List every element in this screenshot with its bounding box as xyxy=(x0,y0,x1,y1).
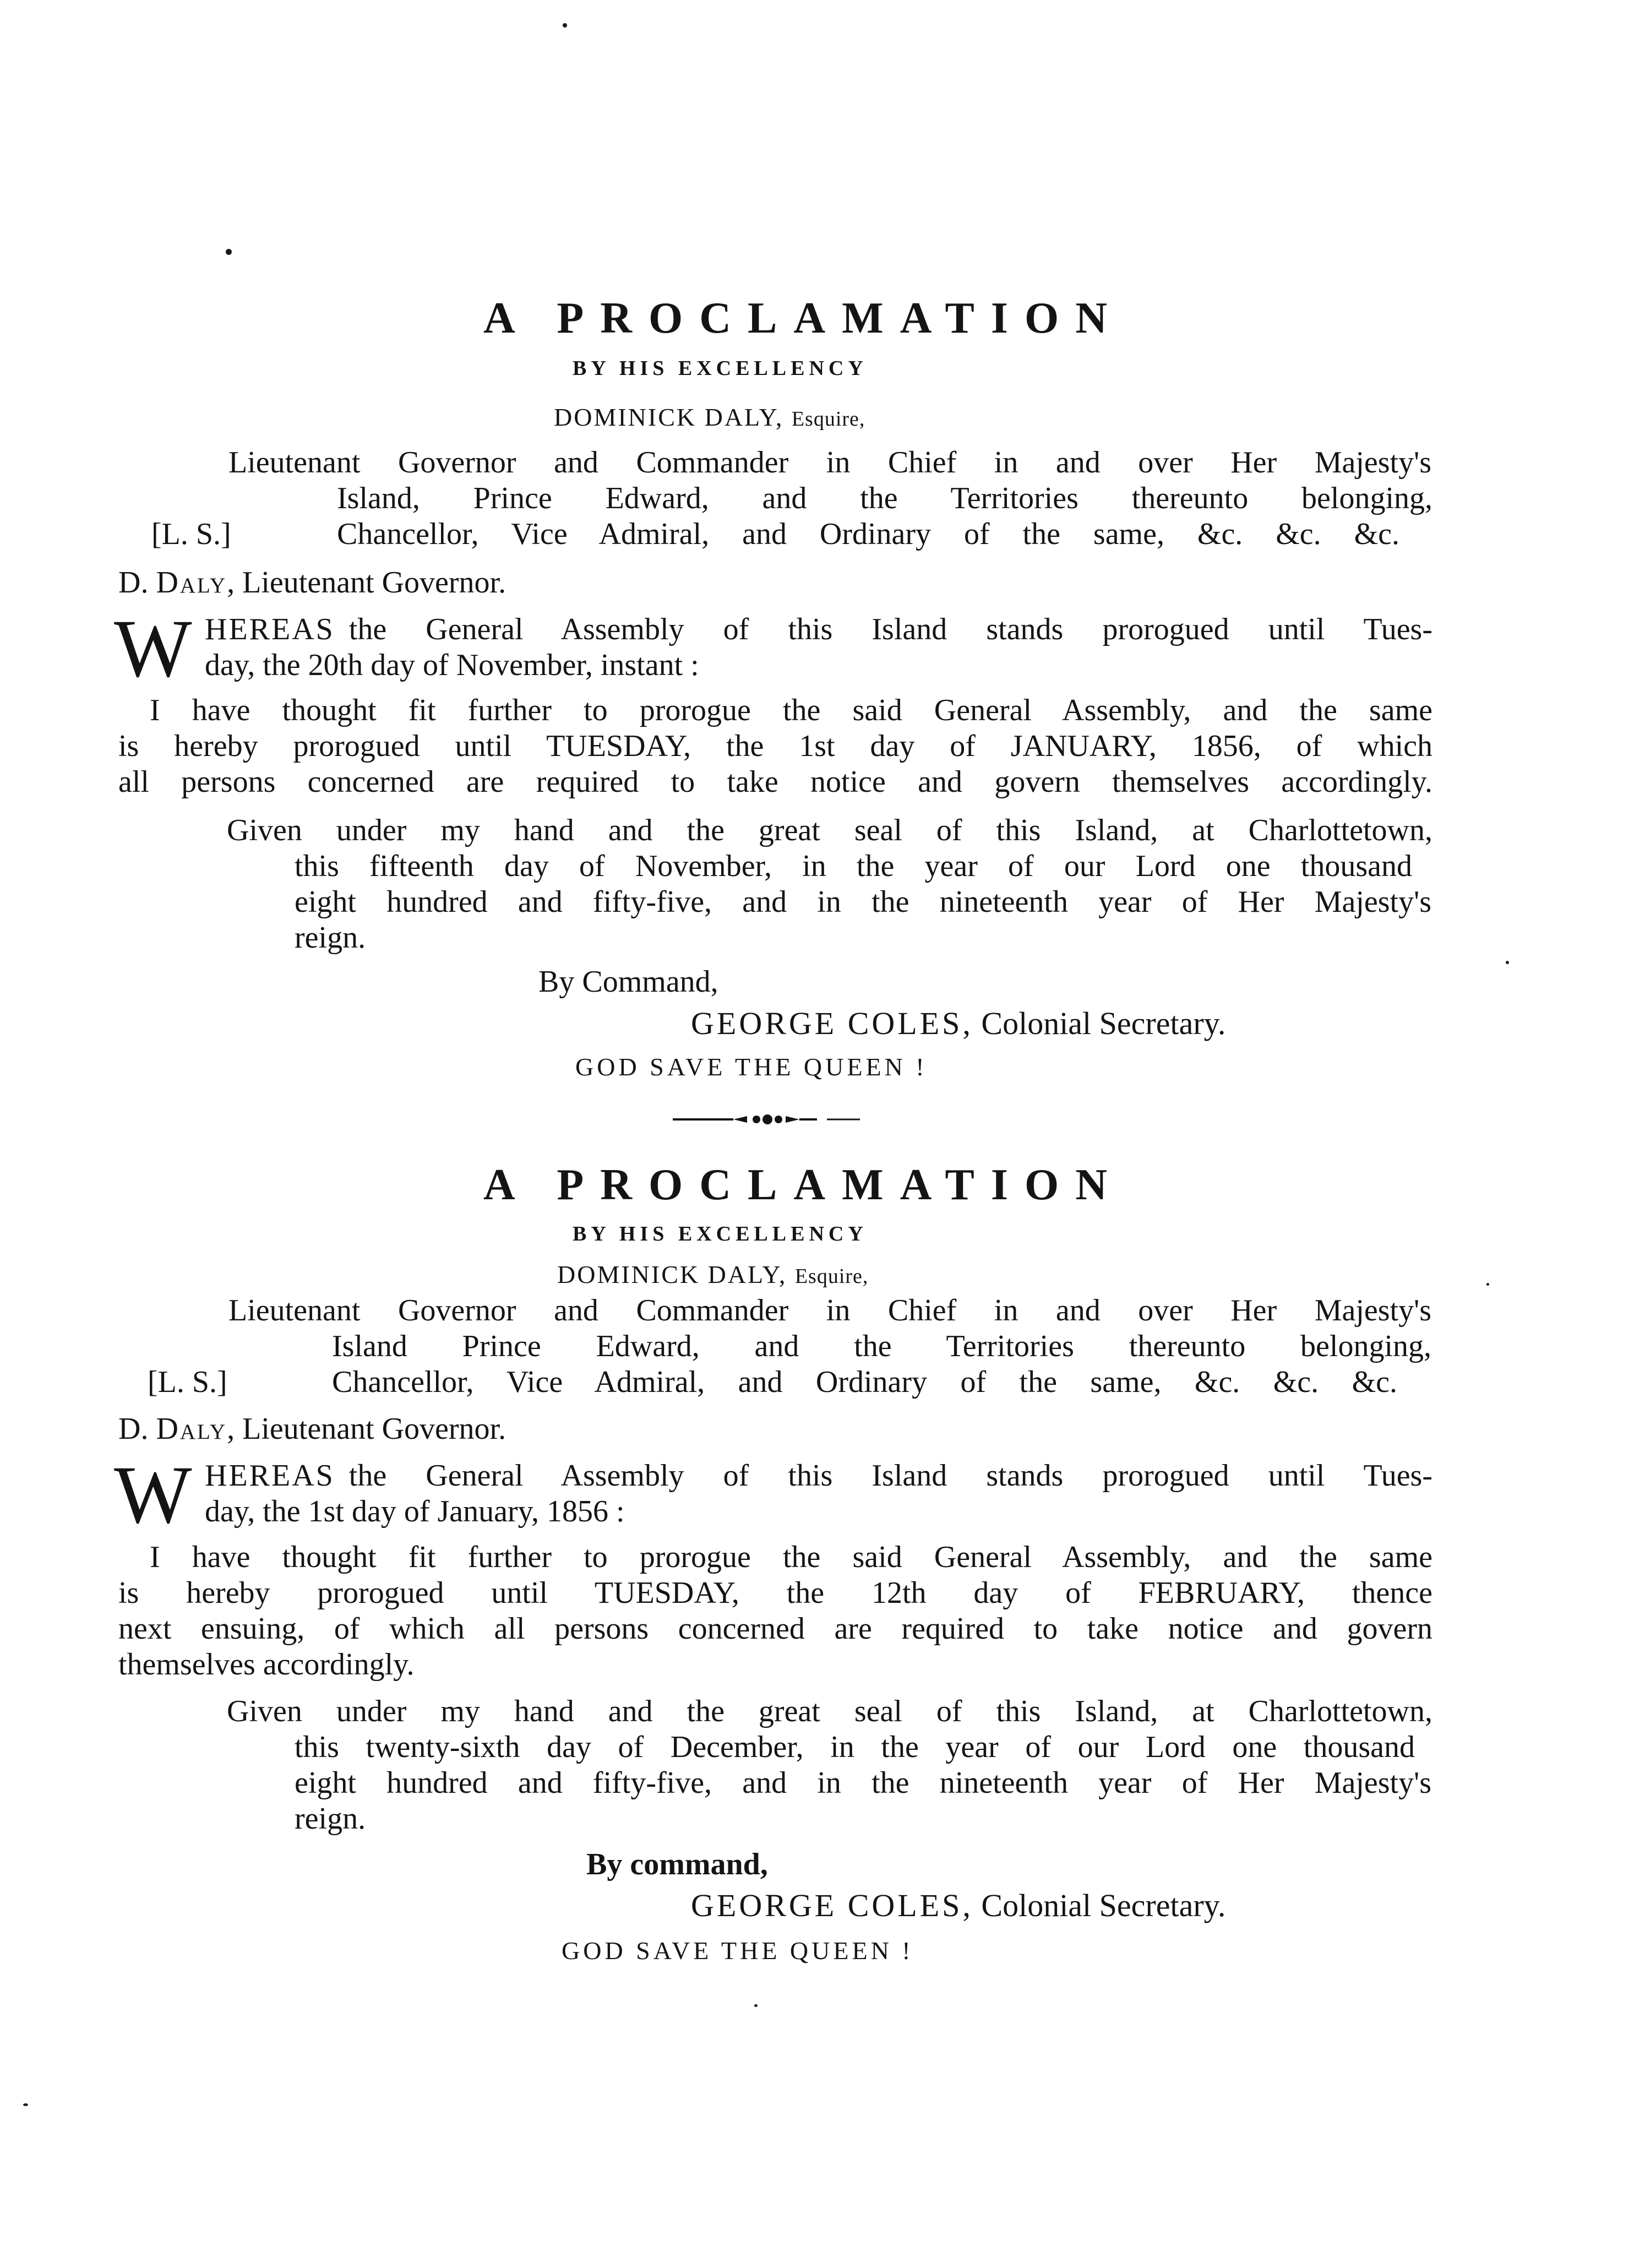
byline: BY HIS EXCELLENCY xyxy=(573,1222,868,1246)
titles-line-3 xyxy=(337,519,1399,550)
secretary-signature xyxy=(691,1890,1225,1922)
whereas-lead: HEREAS xyxy=(205,612,335,646)
given-line-1 xyxy=(227,815,1432,846)
whereas-line-2: day, the 20th day of November, instant : xyxy=(205,648,699,682)
print-speck xyxy=(754,2004,758,2007)
whereas-lead: HEREAS xyxy=(205,1459,335,1493)
titles-line-text: Chancellor, Vice Admiral, and Ordinary of the same, &c. &c. &c. xyxy=(337,517,1399,551)
given-line-2 xyxy=(295,1732,1415,1763)
titles-line-1 xyxy=(228,447,1431,478)
by-command: By command, xyxy=(586,1847,768,1881)
governor-name-text: DOMINICK DALY, xyxy=(557,1260,787,1288)
body-line-2 xyxy=(118,731,1432,762)
body-text: all persons concerned are required to take notice and govern themselves accordingly. xyxy=(118,765,1432,799)
given-line-4: reign. xyxy=(295,1802,366,1836)
print-speck xyxy=(563,23,567,28)
titles-line-text: Island Prince Edward, and the Territories thereunto belonging, xyxy=(332,1329,1431,1363)
body-text: is hereby prorogued until TUESDAY, the 1st day of JANUARY, 1856, of which xyxy=(118,729,1432,763)
signature-initial: D. xyxy=(118,565,149,600)
given-line-2 xyxy=(295,851,1412,882)
governor-name-suffix: Esquire, xyxy=(791,407,865,431)
signature-name: Daly xyxy=(156,1412,227,1446)
governor-signature xyxy=(118,1413,506,1444)
given-text: Given under my hand and the great seal of this Island, at Charlottetown, xyxy=(227,1694,1432,1728)
whereas-text: the General Assembly of this Island stands prorogued until Tues- xyxy=(348,612,1432,646)
given-line-4: reign. xyxy=(295,921,366,955)
body-text: next ensuing, of which all persons concerned are required to take notice and govern xyxy=(118,1612,1432,1646)
body-line-4: themselves accordingly. xyxy=(118,1647,415,1682)
closing-line: GOD SAVE THE QUEEN ! xyxy=(575,1053,928,1081)
titles-line-text: Chancellor, Vice Admiral, and Ordinary of the same, &c. &c. &c. xyxy=(332,1365,1397,1399)
titles-line-text: Lieutenant Governor and Commander in Chief in and over Her Majesty's xyxy=(228,445,1431,480)
titles-line-2 xyxy=(332,1331,1431,1362)
signature-initial: D. xyxy=(118,1412,149,1446)
drop-cap: W xyxy=(114,603,192,694)
secretary-title: Colonial Secretary. xyxy=(981,1005,1226,1041)
given-text: this fifteenth day of November, in the year of our Lord one thousand xyxy=(295,849,1412,883)
body-line-2 xyxy=(118,1578,1432,1608)
seal-mark: [L. S.] xyxy=(148,1365,227,1399)
given-line-3 xyxy=(295,1767,1431,1798)
body-line-1 xyxy=(150,1542,1432,1573)
titles-line-text: Island, Prince Edward, and the Territories thereunto belonging, xyxy=(337,481,1432,515)
seal-mark: [L. S.] xyxy=(151,517,231,551)
drop-cap: W xyxy=(114,1449,192,1541)
whereas-line-1 xyxy=(205,1460,1432,1491)
byline: BY HIS EXCELLENCY xyxy=(573,357,868,380)
closing-line: GOD SAVE THE QUEEN ! xyxy=(562,1937,914,1965)
body-line-1 xyxy=(150,695,1432,726)
body-text: I have thought fit further to prorogue the said General Assembly, and the same xyxy=(150,1540,1432,1574)
body-text: I have thought fit further to prorogue the said General Assembly, and the same xyxy=(150,693,1432,727)
whereas-line-1 xyxy=(205,614,1432,645)
signature-title: , Lieutenant Governor. xyxy=(227,565,506,600)
ornament-divider xyxy=(673,1111,860,1128)
given-text: this twenty-sixth day of December, in the year of our Lord one thousand xyxy=(295,1730,1415,1764)
print-speck xyxy=(1486,1283,1489,1286)
titles-line-3 xyxy=(332,1367,1397,1397)
secretary-title: Colonial Secretary. xyxy=(981,1888,1226,1923)
governor-name xyxy=(554,405,865,430)
given-line-3 xyxy=(295,886,1431,917)
whereas-line-2: day, the 1st day of January, 1856 : xyxy=(205,1494,625,1529)
governor-signature xyxy=(118,567,506,598)
proclamation-title: A PROCLAMATION xyxy=(483,294,1124,342)
print-speck xyxy=(226,249,232,255)
given-text: eight hundred and fifty-five, and in the nineteenth year of Her Majesty's xyxy=(295,885,1431,919)
governor-name-text: DOMINICK DALY, xyxy=(554,403,784,431)
secretary-name: GEORGE COLES, xyxy=(691,1888,973,1923)
proclamation-title: A PROCLAMATION xyxy=(483,1161,1124,1209)
given-text: Given under my hand and the great seal of this Island, at Charlottetown, xyxy=(227,813,1432,847)
by-command: By Command, xyxy=(538,965,718,999)
secretary-name: GEORGE COLES, xyxy=(691,1005,973,1041)
signature-title: , Lieutenant Governor. xyxy=(227,1412,506,1446)
secretary-signature xyxy=(691,1005,1226,1041)
given-text: eight hundred and fifty-five, and in the nineteenth year of Her Majesty's xyxy=(295,1766,1431,1800)
body-text: is hereby prorogued until TUESDAY, the 12th day of FEBRUARY, thence xyxy=(118,1576,1432,1610)
governor-name xyxy=(557,1262,868,1287)
print-speck xyxy=(1506,961,1509,964)
titles-line-1 xyxy=(228,1295,1431,1326)
titles-line-2 xyxy=(337,483,1432,514)
body-line-3 xyxy=(118,766,1432,797)
given-line-1 xyxy=(227,1696,1432,1727)
print-speck xyxy=(23,2103,28,2106)
governor-name-suffix: Esquire, xyxy=(794,1265,869,1288)
titles-line-text: Lieutenant Governor and Commander in Chief in and over Her Majesty's xyxy=(228,1293,1431,1328)
whereas-text: the General Assembly of this Island stands prorogued until Tues- xyxy=(348,1459,1432,1493)
body-line-3 xyxy=(118,1613,1432,1644)
signature-name: Daly xyxy=(156,565,227,600)
